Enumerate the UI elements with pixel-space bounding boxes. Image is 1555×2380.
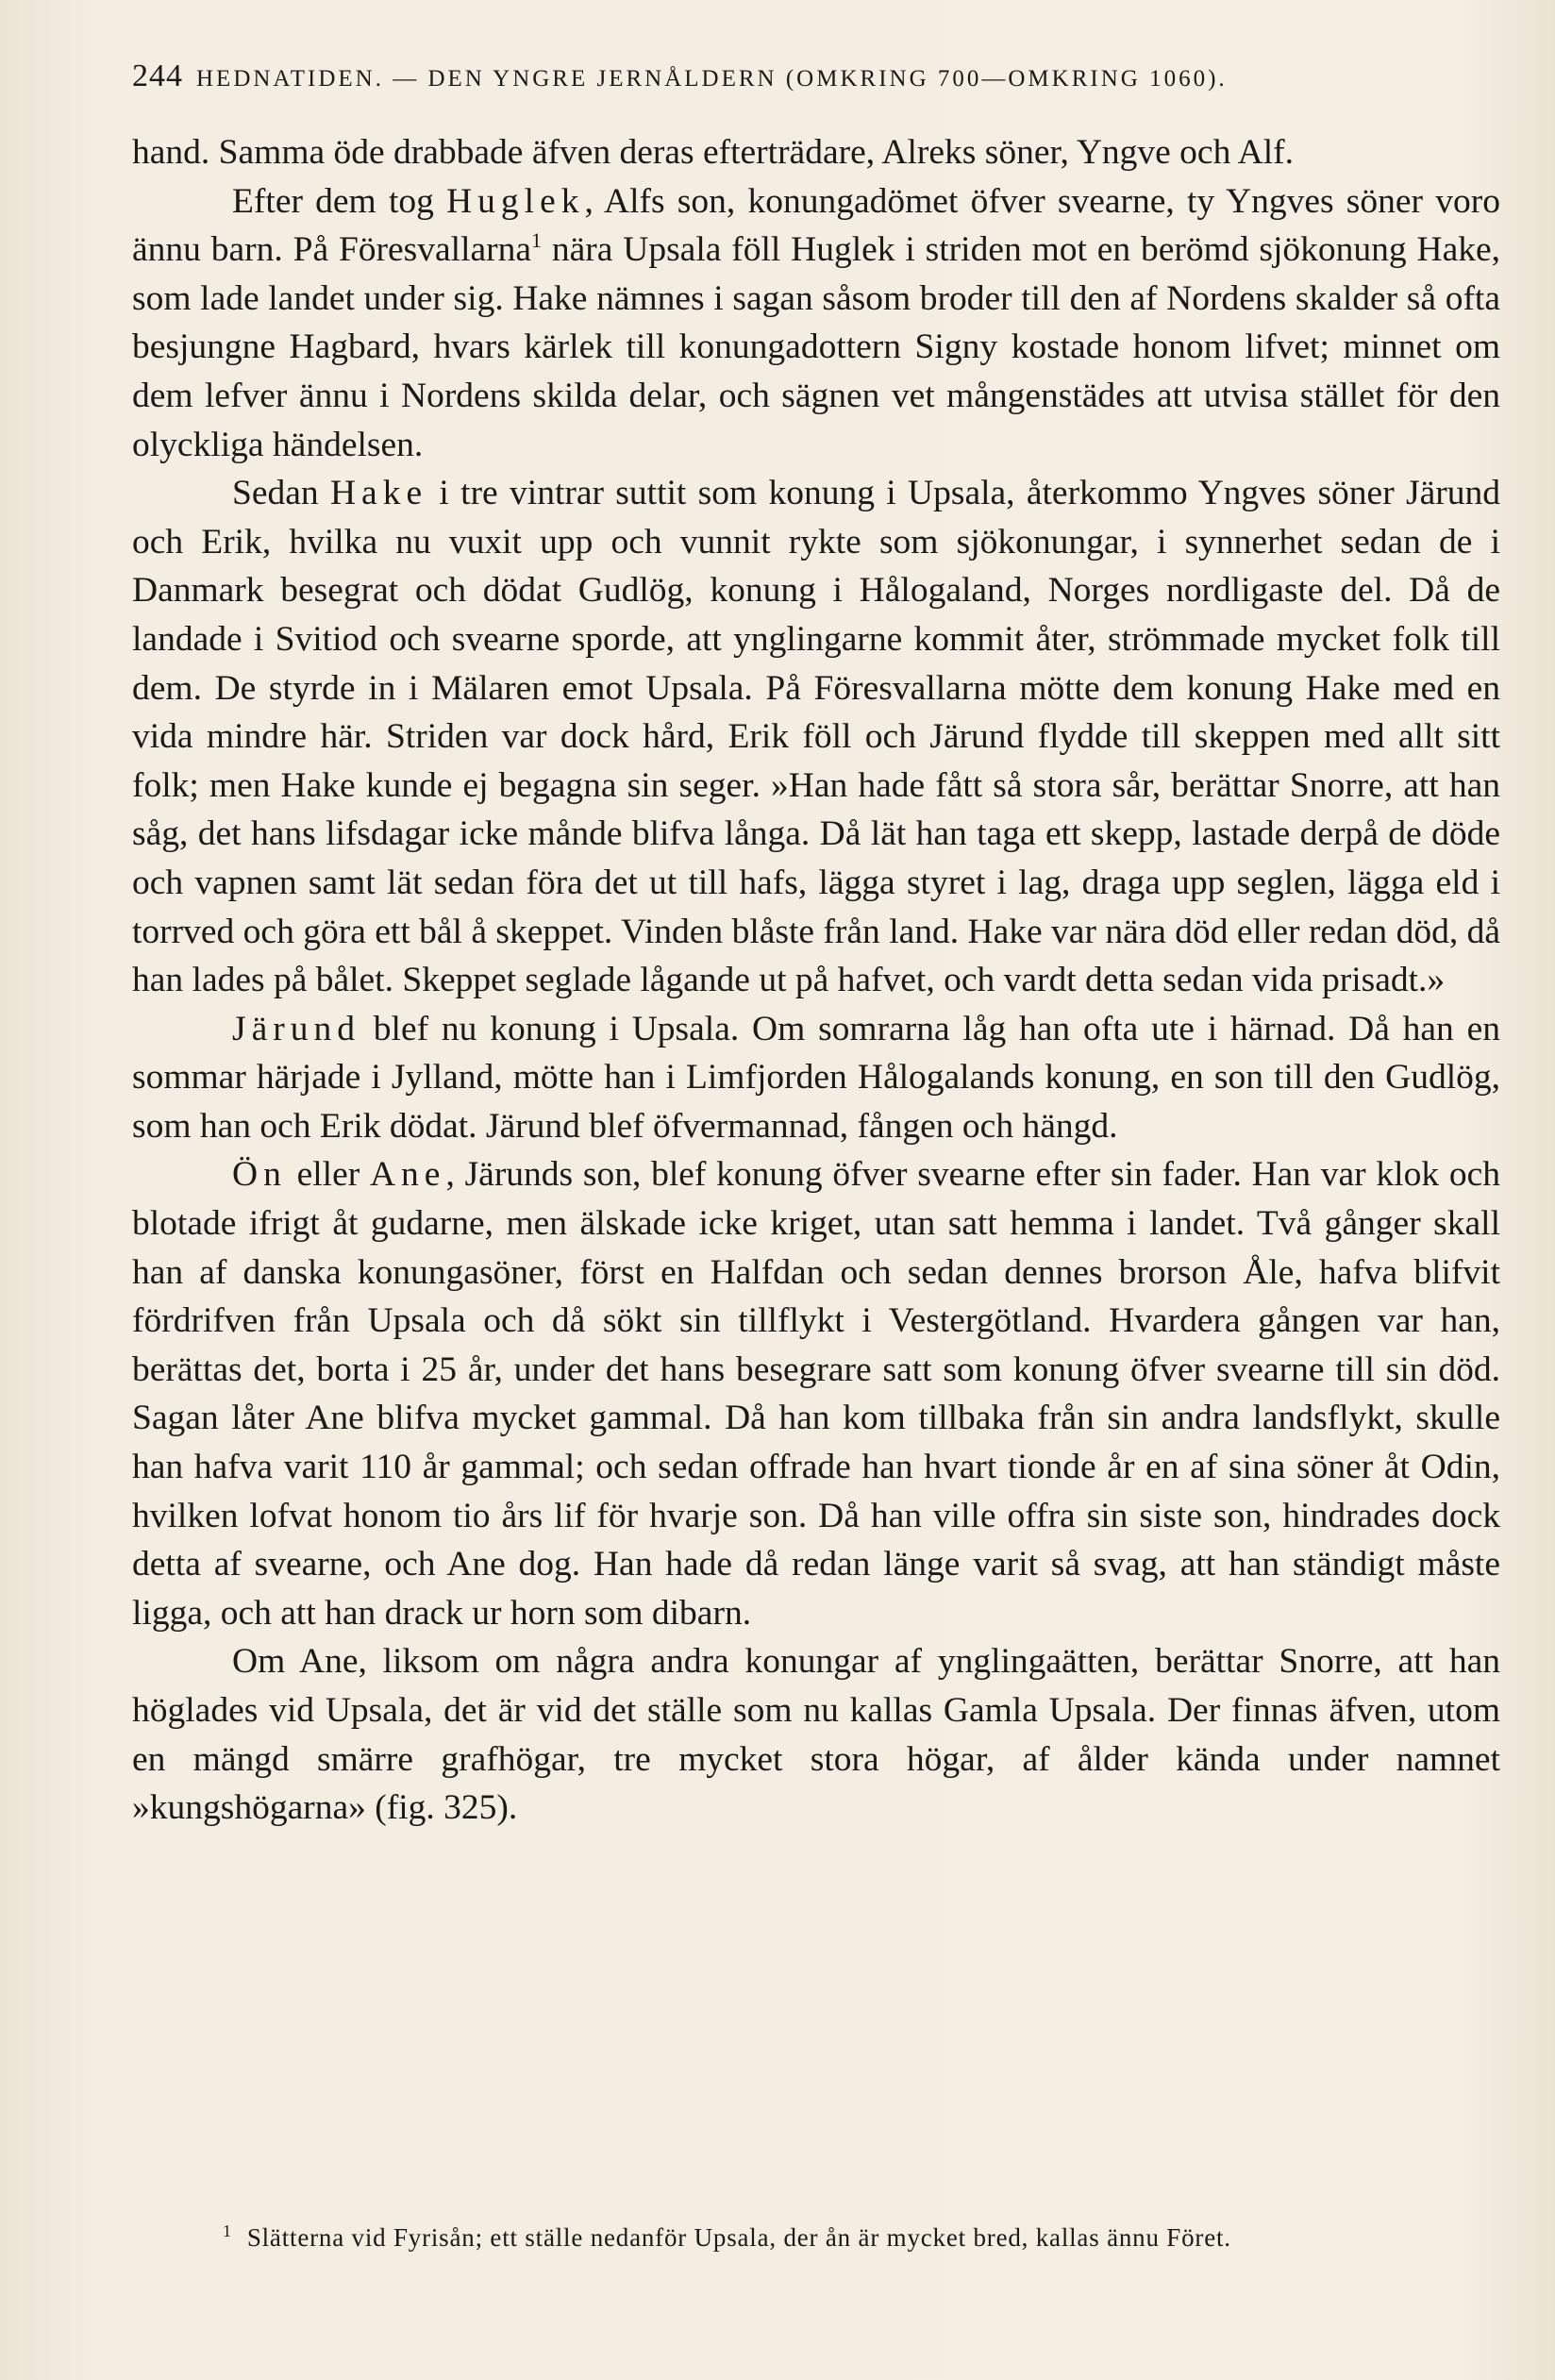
footnote-reference: 1: [531, 228, 543, 253]
spaced-name: Hake: [329, 474, 428, 513]
paragraph-text: eller: [286, 1155, 370, 1195]
paragraph-text: i tre vintrar suttit som konung i Upsala, återkommo Yngves söner Järund och Erik, hvilka nu vuxit upp och vunnit rykte som sjökonungar, i synnerhet sedan de i Danmark besegrat och dödat Gudlög, konung i Hålogaland, Norges nordligaste del. Då de landade i Svitiod och svearne sporde, att ynglingarne kommit åter, strömmade mycket folk till dem. De styrde in i Mälaren emot Upsala. På Föresvallarna mötte dem konung Hake med en vida mindre här. Striden var dock hård, Erik föll och Järund flydde till skeppen med allt sitt folk; men Hake kunde ej begagna sin seger. »Han hade fått så stora sår, berättar Snorre, att han såg, det hans lifsdagar icke månde blifva långa. Då lät han taga ett skepp, lastade derpå de döde och vapnen samt lät sedan föra det ut till hafs, lägga styret i lag, draga upp seglen, lägga eld i torrved och göra ett bål å skeppet. Vinden blåste från land. Hake var nära död eller redan död, då han lades på bålet. Skeppet seglade lågande ut på hafvet, och vardt detta sedan vida prisadt.»: [132, 474, 1500, 1000]
paragraph-text: Om Ane, liksom om några andra konungar af ynglingaätten, berättar Snorre, att han höglades vid Upsala, det är vid det ställe som nu kallas Gamla Upsala. Der finnas äfven, utom en mängd smärre grafhögar, tre mycket stora högar, af ålder kända under namnet »kungshögarna» (fig. 325).: [132, 1642, 1500, 1828]
spaced-name: Ane: [369, 1155, 446, 1195]
footnote: [132, 2212, 1500, 2256]
spaced-name: Ön: [232, 1155, 287, 1195]
paragraph-text: , Järunds son, blef konung öfver svearne efter sin fader. Han var klok och blotade ifrigt åt gudarne, men älskade icke kriget, utan satt hemma i landet. Två gånger skall han af danska konungasöner, först en Halfdan och sedan dennes brorson Åle, hafva blifvit fördrifven från Upsala och då sökt sin tillflykt i Vestergötland. Hvardera gången var han, berättas det, borta i 25 år, under det hans besegrare satt som konung öfver svearne till sin död. Sagan låter Ane blifva mycket gammal. Då han kom tillbaka från sin andra landsflykt, skulle han hafva varit 110 år gammal; och sedan offrade han hvart tionde år en af sina söner åt Odin, hvilken lofvat honom tio års lif för hvarje son. Då han ville offra sin siste son, hindrades dock detta af svearne, och Ane dog. Han hade då redan länge varit så svag, att han ständigt måste ligga, och att han drack ur horn som dibarn.: [132, 1155, 1500, 1633]
paragraph-text: nära Upsala föll Huglek i striden mot en berömd sjökonung Hake, som lade landet under sig. Hake nämnes i sagan såsom broder till den af Nordens skalder så ofta besjungne Hagbard, hvars kärlek till konungadottern Signy kostade honom lifvet; minnet om dem lefver ännu i Nordens skilda delar, och sägnen vet mångenstädes att utvisa stället för den olyckliga händelsen.: [132, 230, 1500, 464]
footnote-text: Slätterna vid Fyrisån; ett ställe nedanför Upsala, der ån är mycket bred, kallas ännu Föret.: [246, 2223, 1231, 2252]
paragraph-text: blef nu konung i Upsala. Om somrarna låg han ofta ute i härnad. Då han en sommar härjade i Jylland, mötte han i Limfjorden Hålogalands konung, en son till den Gudlög, som han och Erik dödat. Järund blef öfvermannad, fången och hängd.: [132, 1009, 1500, 1146]
paragraph: [132, 1005, 1500, 1151]
body-text: [132, 128, 1500, 1833]
paragraph-text: , Alfs son, konungadömet öfver svearne, ty Yngves söner voro ännu barn. På Föresvallarna: [132, 181, 1500, 270]
page-number: 244: [132, 59, 183, 93]
spaced-name: Järund: [232, 1009, 360, 1048]
running-head: [132, 59, 1491, 94]
paragraph: [132, 177, 1500, 470]
paragraph-text: Sedan: [232, 474, 330, 513]
paragraph: [132, 1150, 1500, 1637]
paragraph-text: hand. Samma öde drabbade äfven deras efterträdare, Alreks söner, Yngve och Alf.: [132, 133, 1294, 172]
running-title: HEDNATIDEN. — DEN YNGRE JERNÅLDERN (OMKRING 700—OMKRING 1060).: [196, 66, 1228, 92]
paragraph: [132, 469, 1500, 1005]
spaced-name: Huglek: [446, 181, 585, 221]
paragraph: [132, 128, 1500, 177]
paragraph: [132, 1637, 1500, 1832]
footnote-mark: 1: [223, 2221, 232, 2240]
paragraph-text: Efter dem tog: [232, 181, 447, 221]
